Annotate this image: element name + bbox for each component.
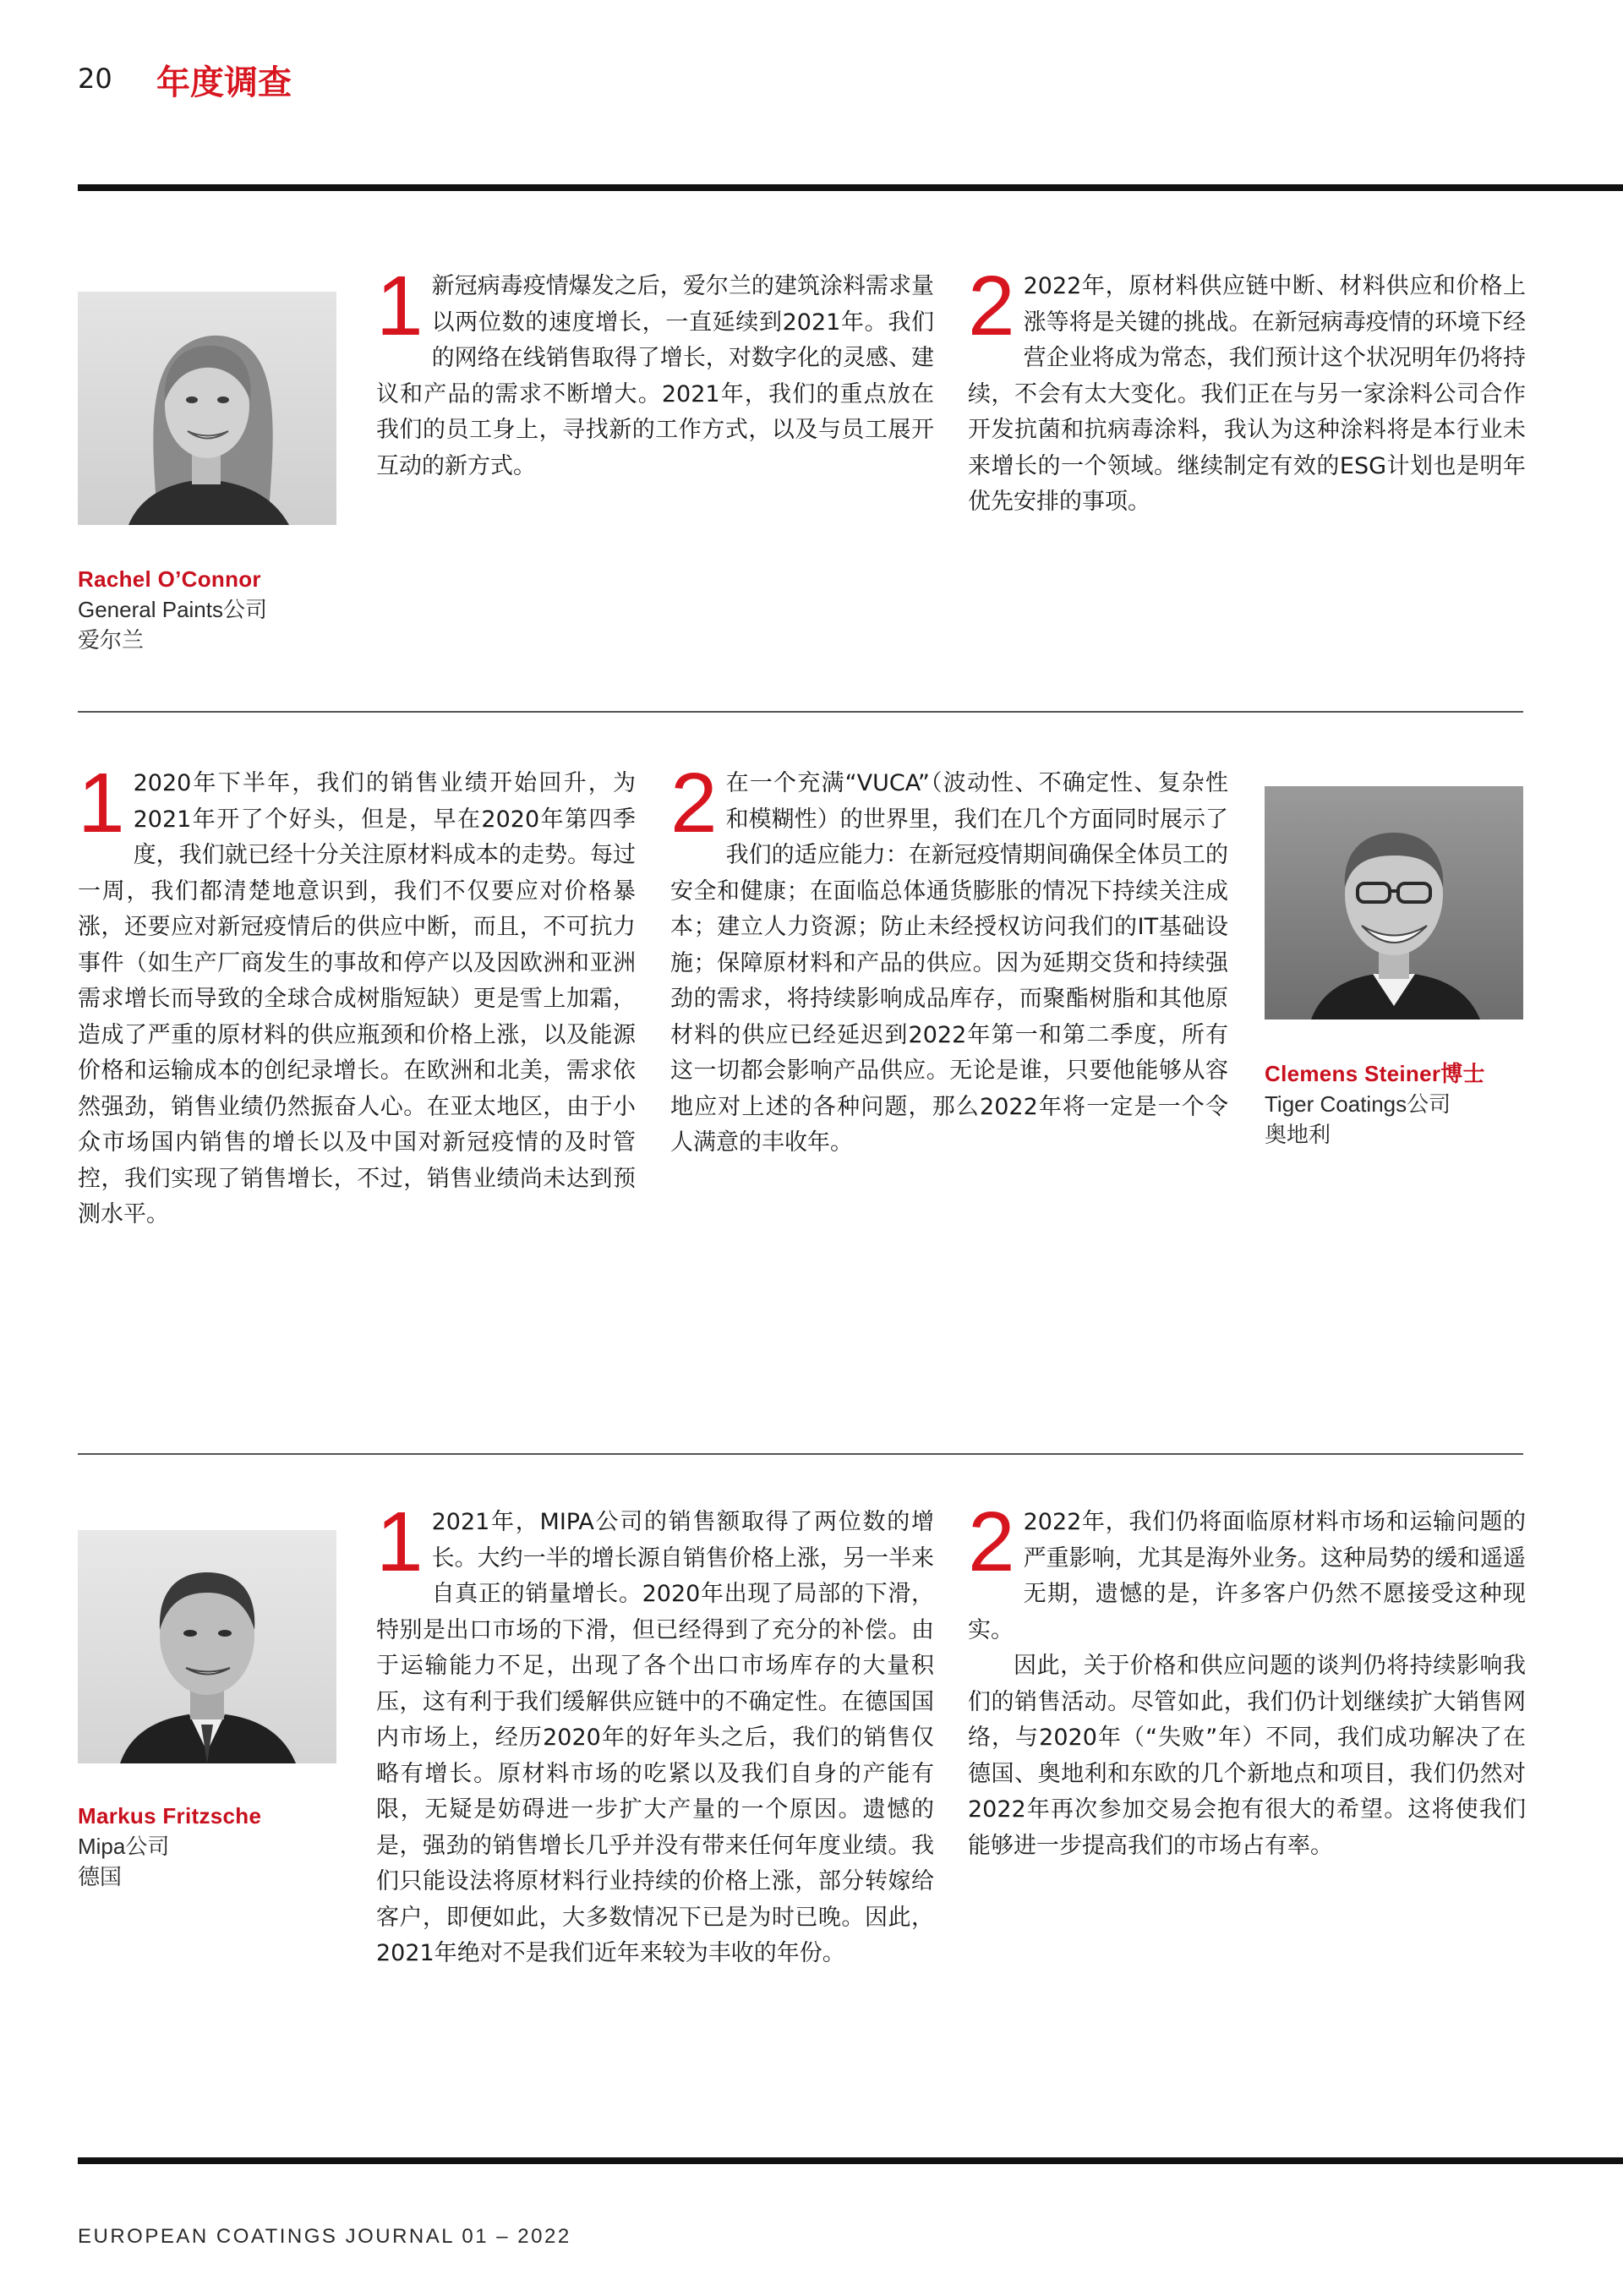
answer-1-markus [376,1495,934,1972]
person-company: General Paints公司 [78,597,267,622]
person-info-clemens [1265,1058,1485,1150]
section-divider [78,711,1523,713]
section-divider [78,1453,1523,1455]
section-title: 年度调查 [156,63,292,102]
answer-text: 2021年，MIPA公司的销售额取得了两位数的增长。大约一半的增长源自销售价格上涨，另一半来自真正的销量增长。2020年出现了局部的下滑，特别是出口市场的下滑，但已经得到了充分的补偿。由于运输能力不足，出现了各个出口市场库存的大量积压，这有利于我们缓解供应链中的不确定性。在德国国内市场上，经历2020年的好年头之后，我们的销售仅略有增长。原材料市场的吃紧以及我们自身的产能有限，无疑是妨碍进一步扩大产量的一个原因。遗憾的是，强劲的销售增长几乎并没有带来任何年度业绩。我们只能设法将原材料行业持续的价格上涨，部分转嫁给客户，即便如此，大多数情况下已是为时已晚。因此，2021年绝对不是我们近年来较为丰收的年份。 [376,1509,934,1966]
dropcap-number: 1 [376,259,424,353]
person-name: Markus Fritzsche [78,1803,262,1829]
answer-text: 在一个充满“VUCA”（波动性、不确定性、复杂性和模糊性）的世界里，我们在几个方面同时展示了我们的适应能力：在新冠疫情期间确保全体员工的安全和健康；在面临总体通货膨胀的情况下持续关注成本；建立人力资源；防止未经授权访问我们的IT基础设施；保障原材料和产品的供应。因为延期交货和持续强劲的需求，将持续影响成品库存，而聚酯树脂和其他原材料的供应已经延迟到2022年第一和第二季度，所有这一切都会影响产品供应。无论是谁，只要他能够从容地应对上述的各种问题，那么2022年将一定是一个令人满意的丰收年。 [670,770,1228,1156]
person-company: Tiger Coatings公司 [1265,1091,1451,1117]
answer-text-continued: 因此，关于价格和供应问题的谈判仍将持续影响我们的销售活动。尽管如此，我们仍计划继续扩大销售网络，与2020年（“失败”年）不同，我们成功解决了在德国、奥地利和东欧的几个新地点和项目，我们仍然对2022年再次参加交易会抱有很大的希望。这将使我们能够进一步提高我们的市场占有率。 [968,1653,1526,1859]
dropcap-number: 2 [968,1495,1015,1589]
dropcap-number: 1 [78,756,125,850]
answer-text: 新冠病毒疫情爆发之后，爱尔兰的建筑涂料需求量以两位数的速度增长，一直延续到2021年。我们的网络在线销售取得了增长，对数字化的灵感、建议和产品的需求不断增大。2021年，我们的重点放在我们的员工身上，寻找新的工作方式，以及与员工展开互动的新方式。 [376,273,934,479]
dropcap-number: 2 [968,259,1015,353]
portrait-clemens-steiner [1265,786,1523,1020]
person-name: Rachel O’Connor [78,566,261,592]
person-name: Clemens Steiner博士 [1265,1061,1485,1086]
page-number: 20 [78,63,112,95]
answer-2-clemens [670,756,1228,1162]
portrait-rachel-oconnor [78,292,336,525]
person-country: 爱尔兰 [78,627,145,653]
answer-1-clemens [78,756,636,1233]
answer-text: 2022年，原材料供应链中断、材料供应和价格上涨等将是关键的挑战。在新冠病毒疫情的环境下经营企业将成为常态，我们预计这个状况明年仍将持续，不会有太大变化。我们正在与另一家涂料公司合作开发抗菌和抗病毒涂料，我认为这种涂料将是本行业未来增长的一个领域。继续制定有效的ESG计划也是明年优先安排的事项。 [968,273,1526,515]
person-country: 奥地利 [1265,1122,1331,1147]
person-info-rachel [78,564,267,655]
header-rule [78,184,1623,191]
footer-rule [78,2157,1623,2164]
answer-text: 2020年下半年，我们的销售业绩开始回升，为2021年开了个好头，但是，早在2020年第四季度，我们就已经十分关注原材料成本的走势。每过一周，我们都清楚地意识到，我们不仅要应对价格暴涨，还要应对新冠疫情后的供应中断，而且，不可抗力事件（如生产厂商发生的事故和停产以及因欧洲和亚洲需求增长而导致的全球合成树脂短缺）更是雪上加霜，造成了严重的原材料的供应瓶颈和价格上涨，以及能源价格和运输成本的创纪录增长。在欧洲和北美，需求依然强劲，销售业绩仍然振奋人心。在亚太地区，由于小众市场国内销售的增长以及中国对新冠疫情的及时管控，我们实现了销售增长，不过，销售业绩尚未达到预测水平。 [78,770,636,1227]
person-country: 德国 [78,1864,123,1889]
answer-text: 2022年，我们仍将面临原材料市场和运输问题的严重影响，尤其是海外业务。这种局势的缓和遥遥无期，遗憾的是，许多客户仍然不愿接受这种现实。 [968,1509,1526,1643]
dropcap-number: 2 [670,756,718,850]
person-company: Mipa公司 [78,1834,170,1859]
dropcap-number: 1 [376,1495,424,1589]
answer-2-markus [968,1495,1526,1864]
footer-journal: EUROPEAN COATINGS JOURNAL 01 – 2022 [78,2225,571,2248]
person-info-markus [78,1801,261,1892]
answer-1-rachel [376,259,934,484]
portrait-markus-fritzsche [78,1530,336,1763]
answer-2-rachel [968,259,1526,521]
